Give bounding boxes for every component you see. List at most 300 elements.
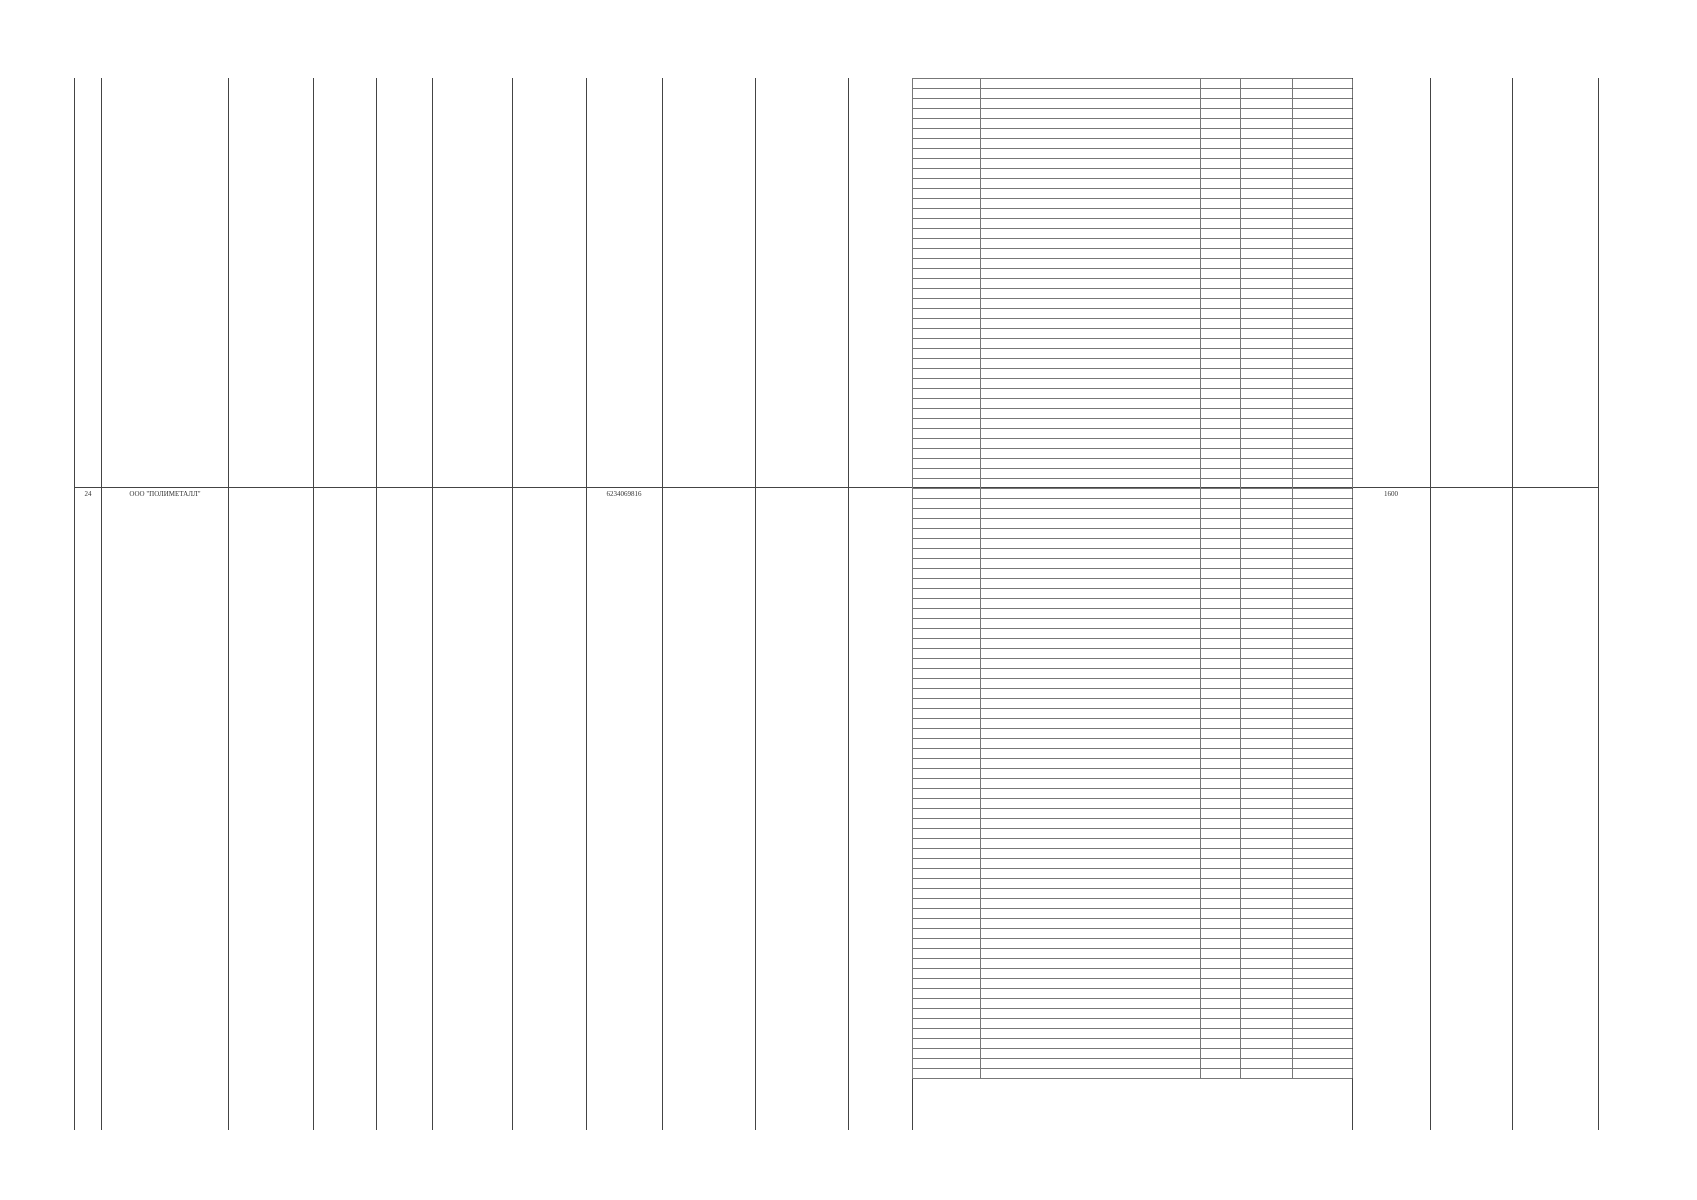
waste-cell-rule [1292, 259, 1293, 268]
waste-cell-rule [1200, 669, 1201, 678]
waste-row [912, 469, 1352, 479]
waste-cell-rule [1240, 159, 1241, 168]
waste-row [912, 769, 1352, 779]
waste-row [912, 819, 1352, 829]
waste-cell-rule [1292, 599, 1293, 608]
waste-cell-rule [1292, 819, 1293, 828]
waste-cell-rule [1352, 519, 1353, 528]
waste-cell-rule [980, 829, 981, 838]
waste-cell-rule [1352, 169, 1353, 178]
waste-cell-rule [1352, 509, 1353, 518]
waste-cell-rule [1240, 379, 1241, 388]
waste-cell-rule [1240, 169, 1241, 178]
waste-cell-rule [980, 709, 981, 718]
waste-cell-rule [980, 779, 981, 788]
waste-cell-rule [1292, 119, 1293, 128]
waste-cell-rule [1240, 489, 1241, 498]
waste-cell-rule [980, 269, 981, 278]
waste-cell-rule [1352, 129, 1353, 138]
waste-cell-rule [912, 429, 913, 438]
waste-cell-rule [1240, 639, 1241, 648]
waste-cell-rule [1240, 829, 1241, 838]
waste-cell-rule [980, 649, 981, 658]
waste-cell-rule [1352, 599, 1353, 608]
waste-cell-rule [1292, 549, 1293, 558]
waste-cell-rule [980, 549, 981, 558]
waste-cell-rule [912, 519, 913, 528]
waste-cell-rule [1292, 109, 1293, 118]
waste-cell-rule [1292, 429, 1293, 438]
waste-cell-rule [1200, 239, 1201, 248]
waste-cell-rule [1292, 389, 1293, 398]
waste-cell-rule [912, 449, 913, 458]
waste-cell-rule [1292, 169, 1293, 178]
waste-cell-rule [1200, 259, 1201, 268]
waste-cell-rule [1292, 229, 1293, 238]
col-rule [101, 78, 102, 1130]
waste-cell-rule [980, 589, 981, 598]
waste-row [912, 269, 1352, 279]
waste-cell-rule [1352, 629, 1353, 638]
waste-cell-rule [1292, 999, 1293, 1008]
waste-row [912, 429, 1352, 439]
waste-cell-rule [1240, 469, 1241, 478]
waste-cell-rule [980, 949, 981, 958]
waste-row [912, 849, 1352, 859]
waste-row [912, 129, 1352, 139]
waste-cell-rule [912, 229, 913, 238]
waste-cell-rule [1200, 229, 1201, 238]
waste-cell-rule [1240, 679, 1241, 688]
waste-row [912, 619, 1352, 629]
waste-cell-rule [1292, 969, 1293, 978]
waste-cell-rule [1352, 409, 1353, 418]
waste-row [912, 699, 1352, 709]
waste-cell-rule [1292, 309, 1293, 318]
waste-cell-rule [980, 249, 981, 258]
waste-row [912, 1029, 1352, 1039]
waste-cell-rule [912, 399, 913, 408]
waste-cell-rule [1240, 989, 1241, 998]
waste-cell-rule [912, 289, 913, 298]
waste-cell-rule [1292, 159, 1293, 168]
waste-row [912, 259, 1352, 269]
waste-cell-rule [1352, 89, 1353, 98]
waste-cell-rule [1352, 359, 1353, 368]
waste-cell-rule [1352, 379, 1353, 388]
waste-cell-rule [912, 739, 913, 748]
waste-cell-rule [1200, 1059, 1201, 1068]
waste-row [912, 629, 1352, 639]
waste-cell-rule [1200, 409, 1201, 418]
waste-cell-rule [1240, 579, 1241, 588]
waste-cell-rule [980, 209, 981, 218]
waste-cell-rule [912, 509, 913, 518]
waste-cell-rule [1200, 839, 1201, 848]
waste-row [912, 459, 1352, 469]
waste-cell-rule [1292, 289, 1293, 298]
waste-cell-rule [1352, 79, 1353, 88]
waste-row [912, 1019, 1352, 1029]
waste-cell-rule [912, 849, 913, 858]
waste-cell-rule [912, 279, 913, 288]
waste-cell-rule [980, 539, 981, 548]
waste-cell-rule [1352, 399, 1353, 408]
waste-cell-rule [1352, 1039, 1353, 1048]
waste-cell-rule [1352, 269, 1353, 278]
waste-cell-rule [1352, 999, 1353, 1008]
waste-cell-rule [1240, 339, 1241, 348]
waste-cell-rule [1240, 669, 1241, 678]
waste-cell-rule [1352, 719, 1353, 728]
waste-row [912, 599, 1352, 609]
waste-cell-rule [1352, 979, 1353, 988]
waste-cell-rule [1292, 299, 1293, 308]
waste-cell-rule [1352, 109, 1353, 118]
waste-cell-rule [1240, 649, 1241, 658]
waste-cell-rule [980, 889, 981, 898]
waste-cell-rule [980, 739, 981, 748]
waste-row [912, 349, 1352, 359]
waste-cell-rule [912, 329, 913, 338]
waste-cell-rule [1240, 659, 1241, 668]
waste-cell-rule [912, 759, 913, 768]
waste-cell-rule [1240, 1059, 1241, 1068]
waste-cell-rule [980, 289, 981, 298]
waste-cell-rule [1352, 209, 1353, 218]
waste-row [912, 909, 1352, 919]
waste-cell-rule [1352, 489, 1353, 498]
waste-cell-rule [1292, 899, 1293, 908]
waste-cell-rule [1352, 499, 1353, 508]
waste-cell-rule [1292, 279, 1293, 288]
waste-cell-rule [1200, 309, 1201, 318]
waste-cell-rule [1200, 749, 1201, 758]
waste-cell-rule [1200, 359, 1201, 368]
waste-cell-rule [912, 649, 913, 658]
waste-cell-rule [1240, 119, 1241, 128]
waste-cell-rule [1352, 959, 1353, 968]
waste-cell-rule [980, 379, 981, 388]
waste-cell-rule [1200, 709, 1201, 718]
waste-row [912, 719, 1352, 729]
waste-cell-rule [1352, 809, 1353, 818]
waste-cell-rule [912, 869, 913, 878]
waste-cell-rule [1352, 899, 1353, 908]
waste-cell-rule [1352, 619, 1353, 628]
waste-cell-rule [1240, 109, 1241, 118]
waste-cell-rule [1240, 589, 1241, 598]
waste-cell-rule [912, 299, 913, 308]
waste-cell-rule [912, 1009, 913, 1018]
waste-row [912, 139, 1352, 149]
waste-cell-rule [1292, 789, 1293, 798]
waste-row [912, 1069, 1352, 1079]
waste-cell-rule [980, 809, 981, 818]
waste-cell-rule [980, 239, 981, 248]
waste-cell-rule [1200, 989, 1201, 998]
waste-cell-rule [912, 1059, 913, 1068]
waste-row [912, 729, 1352, 739]
waste-cell-rule [912, 379, 913, 388]
waste-cell-rule [1352, 739, 1353, 748]
waste-cell-rule [1352, 289, 1353, 298]
waste-cell-rule [1240, 569, 1241, 578]
waste-cell-rule [1292, 1069, 1293, 1078]
waste-cell-rule [1292, 1019, 1293, 1028]
waste-cell-rule [1352, 279, 1353, 288]
waste-cell-rule [1292, 369, 1293, 378]
waste-cell-rule [1292, 219, 1293, 228]
waste-cell-rule [1352, 249, 1353, 258]
waste-cell-rule [912, 589, 913, 598]
waste-cell-rule [1352, 349, 1353, 358]
waste-cell-rule [980, 329, 981, 338]
waste-cell-rule [1352, 889, 1353, 898]
waste-cell-rule [1200, 639, 1201, 648]
waste-cell-rule [912, 169, 913, 178]
waste-cell-rule [912, 549, 913, 558]
waste-cell-rule [1292, 609, 1293, 618]
waste-cell-rule [1200, 89, 1201, 98]
waste-cell-rule [980, 879, 981, 888]
waste-cell-rule [980, 189, 981, 198]
waste-cell-rule [980, 449, 981, 458]
waste-cell-rule [1352, 829, 1353, 838]
waste-cell-rule [912, 689, 913, 698]
waste-cell-rule [1200, 129, 1201, 138]
waste-cell-rule [980, 1059, 981, 1068]
waste-row [912, 579, 1352, 589]
waste-cell-rule [912, 789, 913, 798]
waste-cell-rule [1200, 579, 1201, 588]
waste-row [912, 369, 1352, 379]
waste-cell-rule [912, 389, 913, 398]
waste-row [912, 899, 1352, 909]
waste-cell-rule [1292, 629, 1293, 638]
waste-row [912, 159, 1352, 169]
waste-cell-rule [1240, 449, 1241, 458]
waste-cell-rule [1200, 329, 1201, 338]
waste-cell-rule [980, 489, 981, 498]
waste-cell-rule [980, 939, 981, 948]
waste-cell-rule [980, 299, 981, 308]
waste-cell-rule [1352, 219, 1353, 228]
waste-cell-rule [1200, 789, 1201, 798]
waste-row [912, 609, 1352, 619]
waste-cell-rule [980, 419, 981, 428]
col-rule [662, 78, 663, 1130]
waste-cell-rule [1240, 179, 1241, 188]
waste-cell-rule [1200, 729, 1201, 738]
waste-cell-rule [1292, 339, 1293, 348]
waste-cell-rule [980, 699, 981, 708]
waste-cell-rule [1200, 659, 1201, 668]
waste-cell-rule [1352, 479, 1353, 488]
waste-cell-rule [1240, 349, 1241, 358]
waste-cell-rule [980, 1039, 981, 1048]
waste-cell-rule [1200, 759, 1201, 768]
waste-cell-rule [1240, 459, 1241, 468]
waste-cell-rule [1240, 789, 1241, 798]
waste-cell-rule [1240, 269, 1241, 278]
waste-cell-rule [980, 849, 981, 858]
waste-cell-rule [1292, 509, 1293, 518]
waste-cell-rule [1240, 1029, 1241, 1038]
waste-cell-rule [1292, 439, 1293, 448]
waste-cell-rule [1292, 859, 1293, 868]
waste-cell-rule [1240, 309, 1241, 318]
waste-cell-rule [980, 99, 981, 108]
waste-cell-rule [1240, 769, 1241, 778]
waste-cell-rule [1352, 939, 1353, 948]
waste-cell-rule [980, 689, 981, 698]
waste-cell-rule [1292, 749, 1293, 758]
waste-row [912, 649, 1352, 659]
waste-cell-rule [1200, 219, 1201, 228]
waste-cell-rule [980, 679, 981, 688]
waste-row [912, 409, 1352, 419]
waste-cell-rule [980, 399, 981, 408]
waste-cell-rule [912, 659, 913, 668]
waste-cell-rule [912, 669, 913, 678]
col-rule [313, 78, 314, 1130]
waste-cell-rule [1200, 969, 1201, 978]
waste-cell-rule [1240, 209, 1241, 218]
col-rule [74, 78, 75, 1130]
waste-cell-rule [1352, 759, 1353, 768]
waste-row [912, 869, 1352, 879]
waste-row [912, 839, 1352, 849]
col-rule [512, 78, 513, 1130]
waste-cell-rule [1240, 249, 1241, 258]
waste-cell-rule [980, 969, 981, 978]
waste-cell-rule [1200, 509, 1201, 518]
waste-cell-rule [1240, 99, 1241, 108]
waste-cell-rule [912, 949, 913, 958]
waste-cell-rule [1200, 1009, 1201, 1018]
waste-cell-rule [1292, 99, 1293, 108]
waste-cell-rule [1352, 1059, 1353, 1068]
waste-cell-rule [980, 349, 981, 358]
waste-cell-rule [1352, 689, 1353, 698]
waste-row [912, 289, 1352, 299]
waste-cell-rule [1240, 689, 1241, 698]
waste-cell-rule [1240, 629, 1241, 638]
waste-cell-rule [1200, 449, 1201, 458]
waste-cell-rule [980, 769, 981, 778]
waste-cell-rule [1240, 719, 1241, 728]
waste-row [912, 879, 1352, 889]
waste-row [912, 509, 1352, 519]
waste-cell-rule [980, 359, 981, 368]
waste-row [912, 529, 1352, 539]
waste-cell-rule [1200, 299, 1201, 308]
waste-cell-rule [1240, 149, 1241, 158]
waste-cell-rule [1292, 359, 1293, 368]
waste-row [912, 79, 1352, 89]
waste-cell-rule [912, 799, 913, 808]
waste-cell-rule [912, 209, 913, 218]
waste-cell-rule [1200, 559, 1201, 568]
waste-cell-rule [1200, 999, 1201, 1008]
waste-cell-rule [1240, 799, 1241, 808]
waste-cell-rule [912, 559, 913, 568]
waste-cell-rule [1200, 159, 1201, 168]
waste-cell-rule [912, 729, 913, 738]
waste-cell-rule [1352, 329, 1353, 338]
waste-cell-rule [1292, 649, 1293, 658]
waste-row [912, 669, 1352, 679]
waste-cell-rule [980, 819, 981, 828]
waste-cell-rule [1200, 849, 1201, 858]
waste-cell-rule [1352, 669, 1353, 678]
waste-cell-rule [1292, 579, 1293, 588]
waste-cell-rule [1200, 189, 1201, 198]
waste-cell-rule [1292, 659, 1293, 668]
waste-cell-rule [1292, 839, 1293, 848]
waste-cell-rule [1352, 659, 1353, 668]
waste-cell-rule [1352, 679, 1353, 688]
waste-cell-rule [1200, 889, 1201, 898]
waste-cell-rule [1240, 929, 1241, 938]
waste-cell-rule [1200, 99, 1201, 108]
waste-cell-rule [980, 659, 981, 668]
waste-cell-rule [912, 249, 913, 258]
waste-cell-rule [1352, 159, 1353, 168]
waste-cell-rule [980, 519, 981, 528]
waste-cell-rule [1352, 439, 1353, 448]
waste-cell-rule [980, 79, 981, 88]
waste-cell-rule [980, 629, 981, 638]
waste-cell-rule [1240, 919, 1241, 928]
waste-cell-rule [1292, 269, 1293, 278]
waste-cell-rule [1352, 909, 1353, 918]
waste-cell-rule [1352, 469, 1353, 478]
waste-cell-rule [1352, 539, 1353, 548]
waste-cell-rule [1240, 479, 1241, 488]
waste-cell-rule [1352, 179, 1353, 188]
waste-cell-rule [980, 149, 981, 158]
waste-cell-rule [1352, 1049, 1353, 1058]
waste-cell-rule [1200, 899, 1201, 908]
waste-cell-rule [1240, 129, 1241, 138]
waste-cell-rule [1240, 499, 1241, 508]
waste-cell-rule [1352, 259, 1353, 268]
waste-cell-rule [912, 819, 913, 828]
waste-cell-rule [1200, 959, 1201, 968]
waste-cell-rule [1240, 239, 1241, 248]
waste-cell-rule [980, 859, 981, 868]
waste-cell-rule [1352, 459, 1353, 468]
waste-cell-rule [1240, 779, 1241, 788]
waste-cell-rule [1352, 309, 1353, 318]
waste-cell-rule [1200, 429, 1201, 438]
waste-cell-rule [1200, 1029, 1201, 1038]
waste-cell-rule [912, 1069, 913, 1078]
waste-row [912, 149, 1352, 159]
waste-cell-rule [1352, 929, 1353, 938]
waste-cell-rule [1240, 1069, 1241, 1078]
waste-row [912, 1039, 1352, 1049]
waste-cell-rule [1352, 849, 1353, 858]
waste-cell-rule [1200, 249, 1201, 258]
waste-cell-rule [912, 139, 913, 148]
waste-cell-rule [1200, 369, 1201, 378]
waste-cell-rule [912, 919, 913, 928]
waste-row [912, 749, 1352, 759]
waste-cell-rule [1352, 649, 1353, 658]
